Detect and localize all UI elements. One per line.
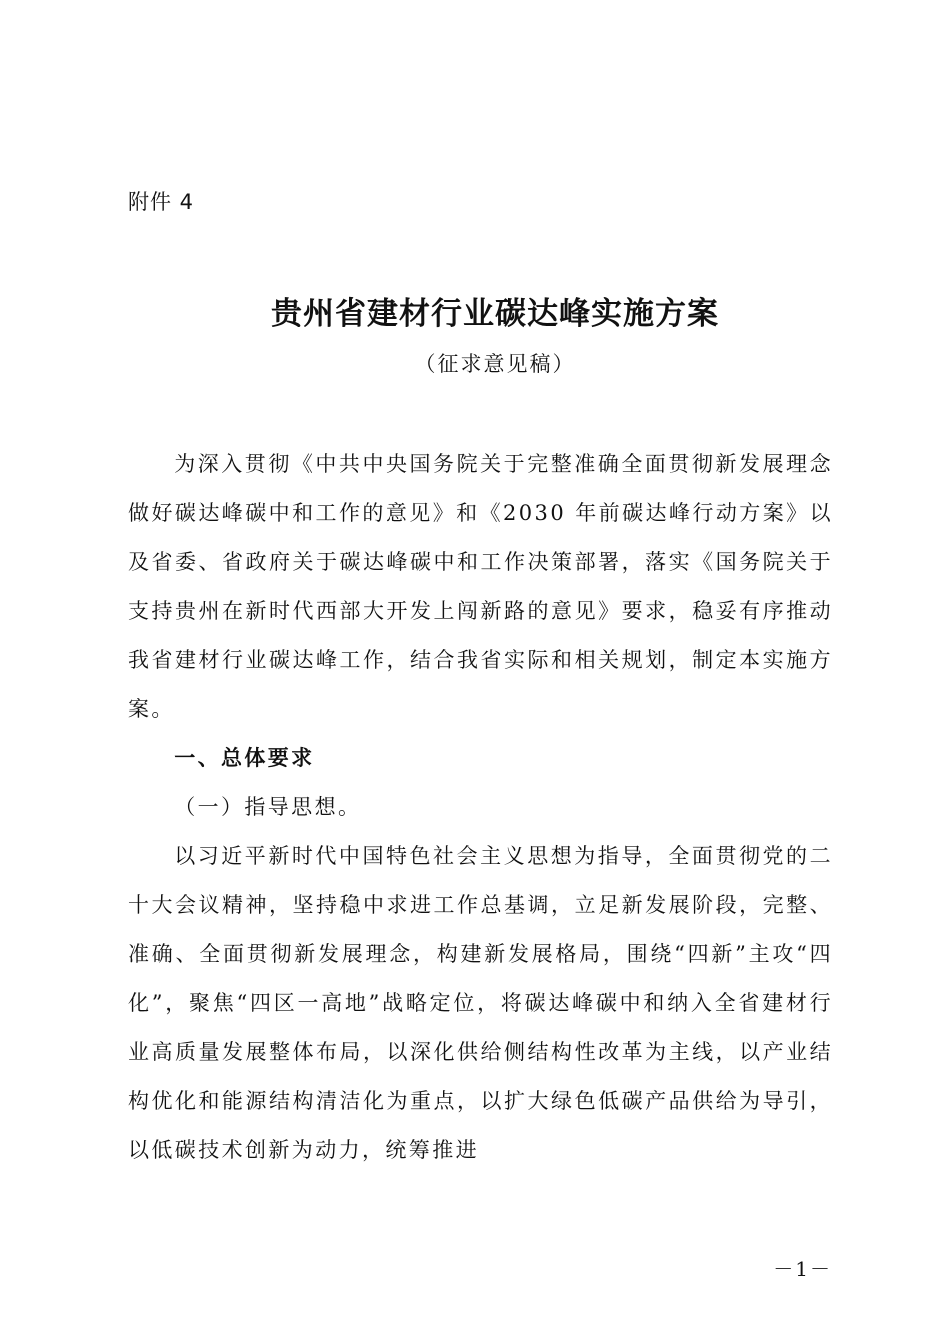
attachment-label: 附件 4 <box>128 190 195 214</box>
document-title: 贵州省建材行业碳达峰实施方案 <box>271 296 719 332</box>
intro-paragraph: 为深入贯彻《中共中央国务院关于完整准确全面贯彻新发展理念做好碳达峰碳中和工作的意见》和《2030 年前碳达峰行动方案》以及省委、省政府关于碳达峰碳中和工作决策部署，落实《国务院关于支持贵州在新时代西部大开发上闯新路的意见》要求，稳妥有序推动我省建材行业碳达峰工作，结合我省实际和相关规划，制定本实施方案。 <box>128 452 833 721</box>
guiding-ideology-paragraph: 以习近平新时代中国特色社会主义思想为指导，全面贯彻党的二十大会议精神，坚持稳中求进工作总基调，立足新发展阶段，完整、准确、全面贯彻新发展理念，构建新发展格局，围绕“四新”主攻“四化”，聚焦“四区一高地”战略定位，将碳达峰碳中和纳入全省建材行业高质量发展整体布局，以深化供给侧结构性改革为主线，以产业结构优化和能源结构清洁化为重点，以扩大绿色低碳产品供给为导引，以低碳技术创新为动力，统筹推进 <box>128 844 833 1162</box>
page-number: －1－ <box>773 1257 832 1281</box>
document-body <box>128 440 833 1175</box>
document-subtitle: （征求意见稿） <box>414 352 576 376</box>
subsection-heading-guiding-ideology: （一）指导思想。 <box>174 795 362 819</box>
section-heading-general-requirements: 一、总体要求 <box>174 746 315 770</box>
